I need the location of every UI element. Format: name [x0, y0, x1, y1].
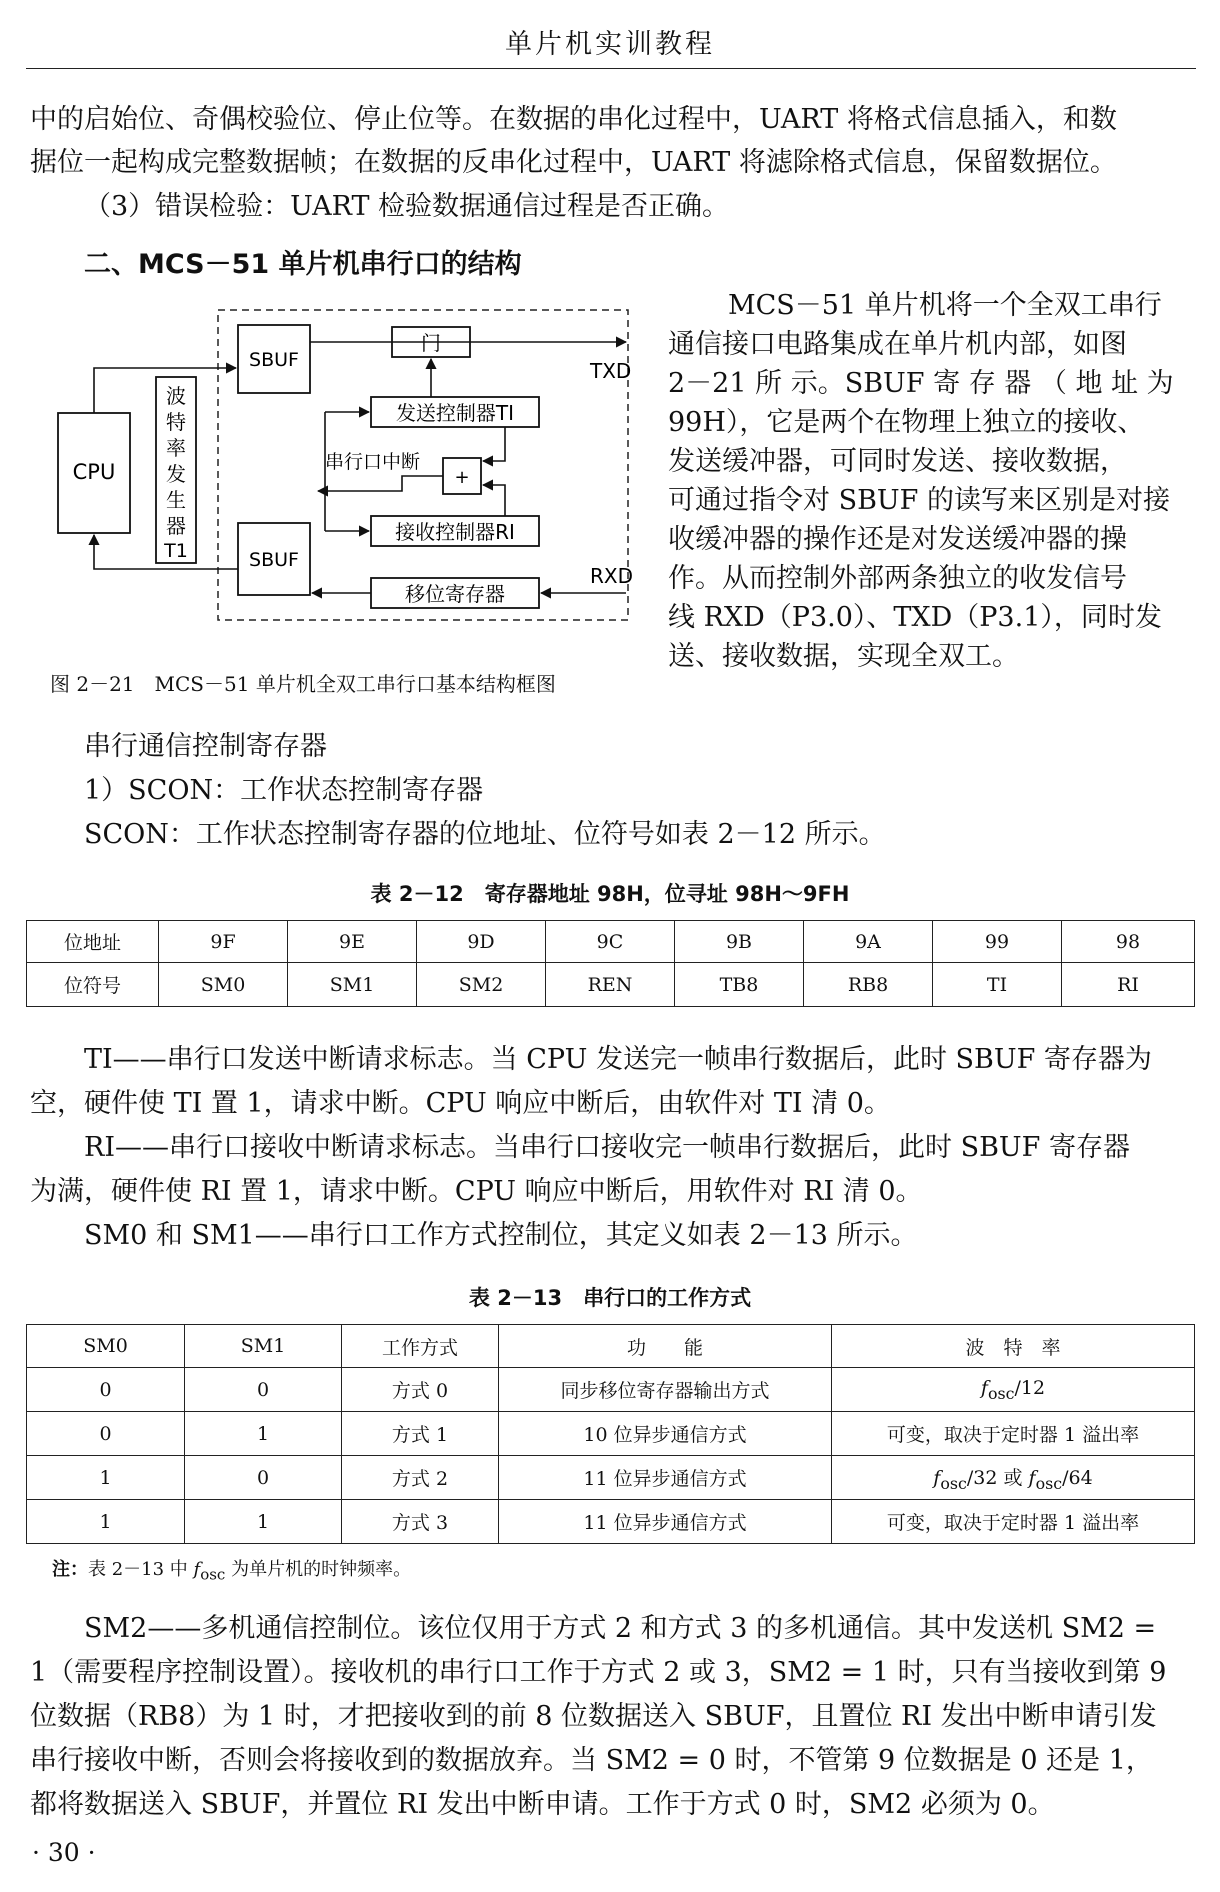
sm0-sm1-line: SM0 和 SM1——串行口工作方式控制位，其定义如表 2－13 所示。 [84, 1220, 918, 1251]
freq-symbol: f [933, 1466, 941, 1489]
transmit-controller-label: 发送控制器TI [395, 401, 515, 425]
table-cell: 11 位异步通信方式 [499, 1456, 832, 1500]
baud-divisor: /12 [1014, 1376, 1046, 1399]
side-line-6: 可通过指令对 SBUF 的读写来区别是对接 [668, 485, 1170, 516]
side-line-8: 作。从而控制外部两条独立的收发信号 [668, 563, 1127, 594]
table-cell: 位符号 [27, 963, 159, 1007]
table-cell: 9F [159, 921, 288, 963]
table-header-cell: 功 能 [499, 1325, 832, 1368]
baud-rate-cell [832, 1456, 1195, 1500]
freq-subscript: osc [1035, 1473, 1063, 1493]
side-line-3: 2－21 所 示。SBUF 寄 存 器 （ 地 址 为 [668, 368, 1174, 399]
serial-interrupt-label: 串行口中断 [325, 451, 421, 473]
table-cell: 0 [27, 1368, 185, 1412]
table-header-cell: 波 特 率 [832, 1325, 1195, 1368]
table-header-row [27, 1325, 1195, 1368]
rxd-label: RXD [590, 564, 633, 588]
txd-label: TXD [590, 359, 632, 383]
freq-subscript: osc [200, 1565, 226, 1584]
table-cell: TB8 [675, 963, 804, 1007]
table-row [27, 1412, 1195, 1456]
sbuf-receive-label: SBUF [249, 549, 299, 571]
header-rule [26, 68, 1196, 69]
serial-port-block-diagram [40, 295, 650, 645]
table-cell: RB8 [804, 963, 933, 1007]
table-cell: SM1 [288, 963, 417, 1007]
table-cell: 方式 1 [342, 1412, 499, 1456]
table-header-cell: 工作方式 [342, 1325, 499, 1368]
table-cell: TI [933, 963, 1062, 1007]
intro-line-1: 中的启始位、奇偶校验位、停止位等。在数据的串化过程中，UART 将格式信息插入，和数 [30, 104, 1117, 135]
ri-line-1: RI——串行口接收中断请求标志。当串行口接收完一帧串行数据后，此时 SBUF 寄存器 [84, 1132, 1130, 1163]
sm2-line-4: 串行接收中断，否则会将接收到的数据放弃。当 SM2 = 0 时，不管第 9 位数据是 0 还是 1， [30, 1745, 1153, 1776]
side-line-2: 通信接口电路集成在单片机内部，如图 [668, 329, 1127, 360]
table-cell: 位地址 [27, 921, 159, 963]
baud-divisor: /32 或 [966, 1466, 1029, 1489]
ti-line-1: TI——串行口发送中断请求标志。当 CPU 发送完一帧串行数据后，此时 SBUF 寄存器为 [84, 1044, 1152, 1075]
table-cell: 方式 0 [342, 1368, 499, 1412]
side-line-7: 收缓冲器的操作还是对发送缓冲器的操 [668, 524, 1127, 555]
baud-char-2: 特 [166, 410, 186, 434]
table-note [52, 1555, 411, 1584]
table-cell: 可变，取决于定时器 1 溢出率 [832, 1412, 1195, 1456]
side-line-9: 线 RXD（P3.0）、TXD（P3.1），同时发 [668, 602, 1162, 633]
baud-char-3: 率 [166, 436, 186, 460]
table-2-13 [26, 1324, 1195, 1544]
table-cell: RI [1062, 963, 1195, 1007]
table-cell: 方式 2 [342, 1456, 499, 1500]
table-cell: 1 [27, 1500, 185, 1544]
scon-subheading: 1）SCON：工作状态控制寄存器 [84, 775, 484, 806]
table-cell: 0 [185, 1456, 342, 1500]
sm2-line-1: SM2——多机通信控制位。该位仅用于方式 2 和方式 3 的多机通信。其中发送机 SM2 = [84, 1613, 1157, 1644]
side-line-5: 发送缓冲器，可同时发送、接收数据， [668, 446, 1127, 477]
table-cell: REN [546, 963, 675, 1007]
table-cell: 10 位异步通信方式 [499, 1412, 832, 1456]
table-row [27, 921, 1195, 963]
sbuf-transmit-label: SBUF [249, 349, 299, 371]
table-cell: SM0 [159, 963, 288, 1007]
baud-rate-cell [832, 1368, 1195, 1412]
note-text: 表 2－13 中 [88, 1559, 194, 1580]
baud-char-4: 发 [166, 462, 186, 486]
page-header-title: 单片机实训教程 [505, 29, 715, 60]
table-cell: 11 位异步通信方式 [499, 1500, 832, 1544]
freq-subscript: osc [940, 1473, 967, 1493]
table-header-cell: SM1 [185, 1325, 342, 1368]
table-row [27, 1500, 1195, 1544]
baud-char-1: 波 [166, 384, 186, 408]
side-line-1: MCS－51 单片机将一个全双工串行 [728, 290, 1162, 321]
section-title: 二、MCS－51 单片机串行口的结构 [84, 249, 522, 280]
freq-symbol: f [1028, 1466, 1036, 1489]
table-cell: 98 [1062, 921, 1195, 963]
table-cell: 同步移位寄存器输出方式 [499, 1368, 832, 1412]
table-cell: 0 [185, 1368, 342, 1412]
intro-line-2: 据位一起构成完整数据帧；在数据的反串化过程中，UART 将滤除格式信息，保留数据位。 [30, 147, 1117, 178]
freq-subscript: osc [987, 1383, 1015, 1403]
table-2-13-caption: 表 2－13 串行口的工作方式 [468, 1286, 752, 1310]
or-label: + [454, 467, 470, 488]
table-2-12 [26, 920, 1195, 1007]
intro-line-3: （3）错误检验：UART 检验数据通信过程是否正确。 [84, 191, 730, 222]
table-cell: 9B [675, 921, 804, 963]
side-line-4: 99H），它是两个在物理上独立的接收、 [668, 407, 1145, 438]
table-cell: 9C [546, 921, 675, 963]
table-cell: 99 [933, 921, 1062, 963]
table-header-cell: SM0 [27, 1325, 185, 1368]
table-cell: 0 [27, 1412, 185, 1456]
sm2-line-3: 位数据（RB8）为 1 时，才把接收到的前 8 位数据送入 SBUF，且置位 RI 发出中断申请引发 [30, 1701, 1157, 1732]
side-line-10: 送、接收数据，实现全双工。 [668, 641, 1019, 672]
table-cell: 9A [804, 921, 933, 963]
table-cell: 可变，取决于定时器 1 溢出率 [832, 1500, 1195, 1544]
scon-heading: 串行通信控制寄存器 [84, 731, 327, 762]
note-label: 注： [52, 1559, 88, 1580]
figure-caption: 图 2－21 MCS－51 单片机全双工串行口基本结构框图 [50, 672, 556, 696]
table-cell: SM2 [417, 963, 546, 1007]
ri-line-2: 为满，硬件使 RI 置 1，请求中断。CPU 响应中断后，用软件对 RI 清 0。 [30, 1176, 923, 1207]
note-text: 为单片机的时钟频率。 [225, 1559, 412, 1580]
freq-symbol: f [193, 1559, 201, 1580]
freq-symbol: f [980, 1376, 988, 1399]
table-cell: 方式 3 [342, 1500, 499, 1544]
sm2-line-5: 都将数据送入 SBUF，并置位 RI 发出中断申请。工作于方式 0 时，SM2 必须为 0。 [30, 1789, 1055, 1820]
table-2-12-caption: 表 2－12 寄存器地址 98H，位寻址 98H～9FH [370, 882, 850, 906]
table-cell: 1 [27, 1456, 185, 1500]
baud-char-6: 器 [166, 514, 186, 538]
receive-controller-label: 接收控制器RI [395, 520, 515, 544]
baud-char-7: T1 [164, 540, 188, 562]
gate-label: 门 [421, 331, 441, 355]
sm2-line-2: 1（需要程序控制设置）。接收机的串行口工作于方式 2 或 3，SM2 = 1 时，只有当接收到第 9 [30, 1657, 1167, 1688]
table-row [27, 963, 1195, 1007]
table-row [27, 1368, 1195, 1412]
table-cell: 1 [185, 1412, 342, 1456]
shift-register-label: 移位寄存器 [405, 582, 505, 606]
ti-line-2: 空，硬件使 TI 置 1，请求中断。CPU 响应中断后，由软件对 TI 清 0。 [30, 1088, 891, 1119]
baud-divisor: /64 [1062, 1466, 1093, 1489]
table-cell: 9D [417, 921, 546, 963]
cpu-label: CPU [72, 460, 116, 484]
baud-char-5: 生 [166, 488, 186, 512]
scon-intro-line: SCON：工作状态控制寄存器的位地址、位符号如表 2－12 所示。 [84, 819, 886, 850]
table-row [27, 1456, 1195, 1500]
table-cell: 1 [185, 1500, 342, 1544]
table-cell: 9E [288, 921, 417, 963]
page-number: · 30 · [32, 1838, 96, 1867]
